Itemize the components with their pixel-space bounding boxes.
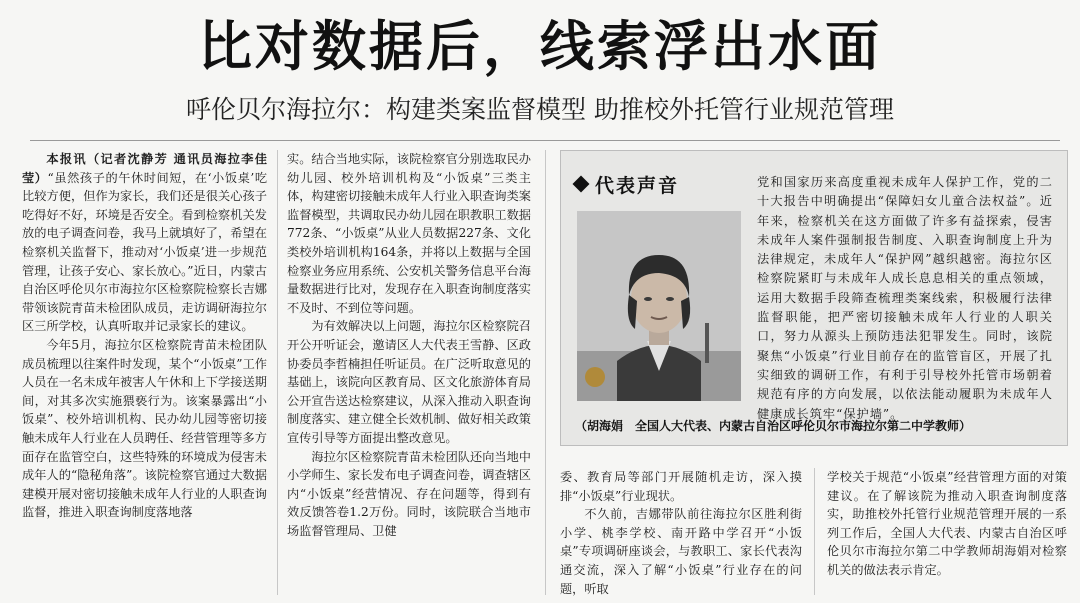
column-divider [545,150,546,595]
article-column-1 [22,150,267,595]
lead-paragraph [22,150,267,336]
paragraph: 今年5月，海拉尔区检察院青苗未检团队成员梳理以往案件时发现，某个“小饭桌”工作人员在一名未成年被害人午休和上下学接送期间，对其多次实施猥亵行为。该案暴露出“小饭桌”、校外培训机构、民办幼儿园等密切接触未成年人行业在人员聘任、经营管理等多方面存在监管空白，这些特殊的环境成为侵害未成年人的“隐秘角落”。该院检察官通过大数据建模开展对密切接触未成年人行业的人职查询监督，推进入职查询制度落地落 [22,337,267,520]
article-column-3 [560,468,802,595]
sidebar-box [560,150,1068,446]
sidebar-title-text: 代表声音 [595,175,680,197]
headline: 比对数据后，线索浮出水面 [198,15,882,78]
portrait-photo [577,211,741,401]
divider [30,140,1060,141]
paragraph: 不久前，吉娜带队前往海拉尔区胜利街小学、桃李学校、南开路中学召开“小饭桌”专项调研座谈会，与教职工、家长代表沟通交流，深入了解“小饭桌”行业存在的问题，听取 [560,507,802,596]
subheadline: 呼伦贝尔海拉尔：构建类案监督模型 助推校外托管行业规范管理 [186,95,894,124]
column-divider [277,150,278,595]
diamond-bullet-icon [573,176,590,193]
lead-text: “虽然孩子的午休时间短，在‘小饭桌’吃比较方便，但作为家长，我们还是很关心孩子吃得好不好，环境是否安全。看到检察机关发放的电子调查问卷，我马上就填好了，希望在检察机关监督下，推动对‘小饭桌’进一步规范管理，让孩子安心、家长放心。”近日，内蒙古自治区呼伦贝尔市海拉尔区检察院检察长吉娜带领该院青苗未检团队成员，走访调研海拉尔区三所学校，认真听取并记录家长的建议。 [22,170,268,334]
sidebar-title [575,171,679,198]
article-column-2 [287,150,531,595]
sidebar-quote: 党和国家历来高度重视未成年人保护工作，党的二十大报告中明确提出“保障妇女儿童合法权益”。近年来，检察机关在这方面做了许多有益探索，侵害未成年人案件强制报告制度、入职查询制度上升为法律规定，未成年人“保护网”越织越密。海拉尔区检察院紧盯与未成年人成长息息相关的重点领域，运用大数据手段筛查梳理类案线索，积极履行法律监督职能，把严密切接触未成年人行业的人职关口，努力从源头上预防违法犯罪发生。同时，该院聚焦“小饭桌”行业目前存在的监管盲区，开展了扎实细致的调研工作，有利于引导校外托管市场朝着规范有序的方向发展，以依法能动履职为未成年人健康成长筑牢“保护墙”。 [757,175,1053,421]
paragraph: 学校关于规范“小饭桌”经营管理方面的对策建议。在了解该院为推动入职查询制度落实，助推校外托管行业规范管理开展的一系列工作后，全国人大代表、内蒙古自治区呼伦贝尔市海拉尔第二中学教师胡海娟对检察机关的做法表示肯定。 [827,470,1067,577]
paragraph: 实。结合当地实际，该院检察官分别选取民办幼儿园、校外培训机构及“小饭桌”三类主体，构建密切接触未成年人行业入职查询类案监督模型，共调取民办幼儿园在职教职工数据772条、“小饭桌”从业人员数据227条、文化类校外培训机构164条，并将以上数据与全国检察业务应用系统、公安机关警务信息平台海量数据进行比对，发现存在入职查询制度落实不及时、不到位等问题。 [287,152,531,315]
byline: 本报讯（记者沈静芳 通讯员海拉李佳莹） [22,152,267,185]
portrait-illustration [577,211,741,401]
column-divider [814,468,815,595]
paragraph: 委、教育局等部门开展随机走访，深入摸排“小饭桌”行业现状。 [560,470,802,503]
article-column-4 [827,468,1067,595]
paragraph: 为有效解决以上问题，海拉尔区检察院召开公开听证会，邀请区人大代表王雪静、区政协委员李哲楠担任听证员。在广泛听取意见的基础上，该院向区教育局、区文化旅游体育局公开宣告送达检察建议，从深入推动入职查询制度落实、建立健全长效机制、做好相关政策宣传引导等方面提出整改意见。 [287,319,531,445]
photo-caption: （胡海娟 全国人大代表、内蒙古自治区呼伦贝尔市海拉尔第二中学教师） [575,419,972,433]
paragraph: 海拉尔区检察院青苗未检团队还向当地中小学师生、家长发布电子调查问卷，调查辖区内“小饭桌”经营情况、存在问题等，得到有效反馈答卷1.2万份。同时，该院联合当地市场监督管理局、卫健 [287,449,531,538]
